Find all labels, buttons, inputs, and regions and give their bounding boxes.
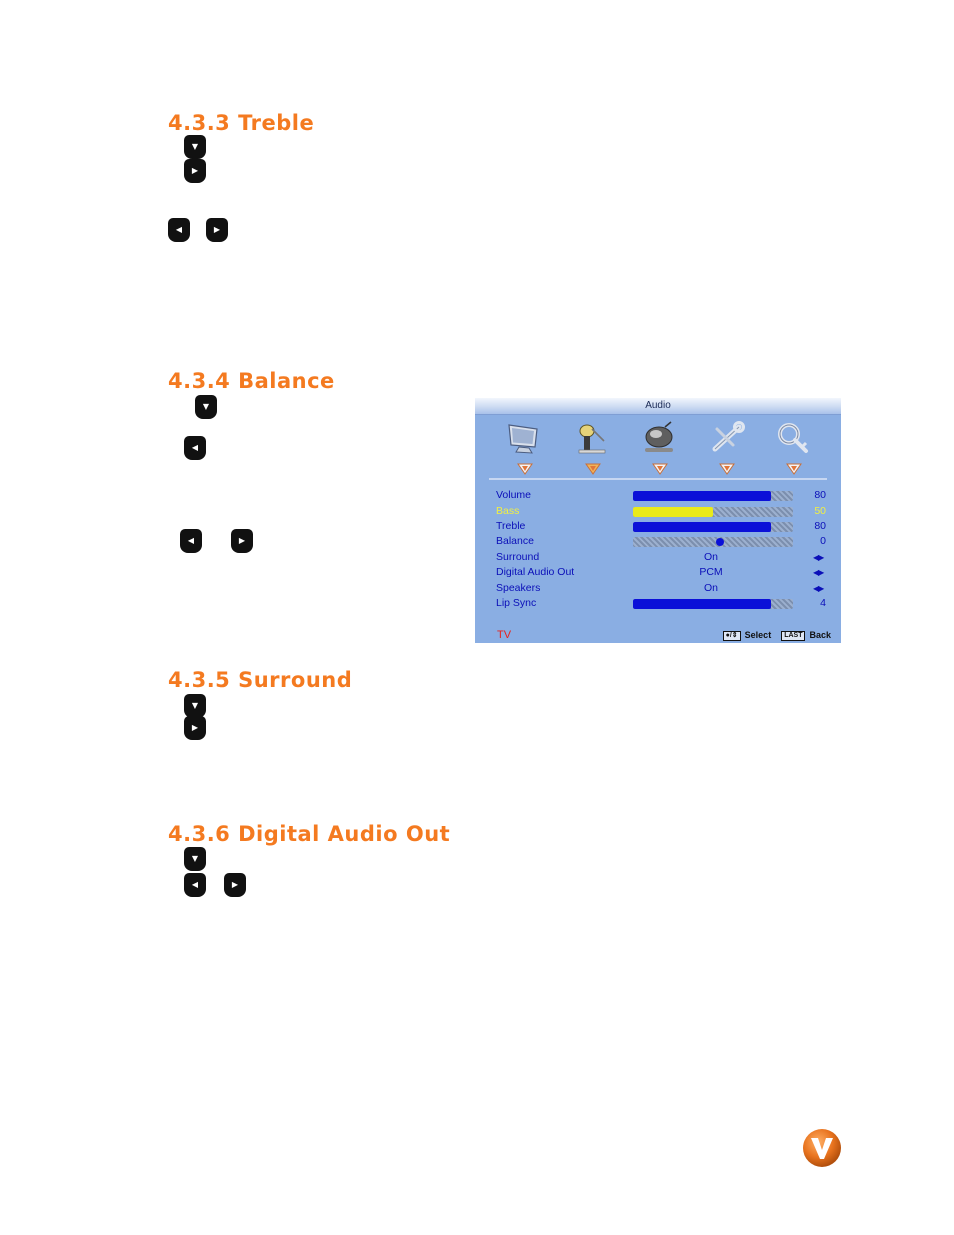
osd-row-label: Digital Audio Out [496,566,575,578]
down-key-icon [184,694,206,718]
parental-lock-icon [771,420,815,456]
tv-antenna-icon [637,420,681,456]
back-hint: Back [809,630,831,640]
menu-arrow-icon [516,462,534,476]
right-key-icon [224,873,246,897]
right-key-icon [184,716,206,740]
down-key-icon [195,395,217,419]
down-arrow-glyph: ▼ [191,854,199,863]
osd-row-value: 0 [820,535,826,547]
down-arrow-glyph: ▼ [191,701,199,710]
osd-row-digital-audio-out[interactable] [475,565,841,580]
osd-row-value: 80 [814,489,826,501]
down-key-icon [184,135,206,159]
osd-divider [489,478,827,480]
osd-row-speakers[interactable] [475,581,841,596]
bass-slider[interactable] [633,507,793,517]
down-arrow-glyph: ▼ [191,142,199,151]
osd-title: Audio [475,398,841,415]
ok-updown-key-icon: ●/⇕ [723,631,741,641]
osd-row-label: Surround [496,551,540,563]
input-source-label: TV [497,629,512,641]
osd-row-option-value: On [703,551,719,563]
left-right-arrows-icon: ◀▶ [813,584,824,593]
menu-arrow-icon [651,462,669,476]
left-right-arrows-icon: ◀▶ [813,553,824,562]
balance-slider[interactable] [633,537,793,547]
right-arrow-glyph: ▶ [191,723,199,732]
right-arrow-glyph: ▶ [213,225,221,234]
menu-arrow-icon [584,462,602,476]
osd-footer-hints [723,630,831,641]
left-key-icon [180,529,202,553]
osd-row-lip-sync[interactable] [475,596,841,611]
left-arrow-glyph: ◀ [175,225,183,234]
volume-slider[interactable] [633,491,793,501]
audio-icon [571,420,615,456]
right-key-icon [184,159,206,183]
volume-slider-fill [633,491,771,501]
down-key-icon [184,847,206,871]
right-key-icon [231,529,253,553]
right-arrow-glyph: ▶ [231,880,239,889]
left-key-icon [184,436,206,460]
balance-slider-knob [716,538,724,546]
osd-row-label: Treble [496,520,526,532]
treble-slider-fill [633,522,771,532]
osd-row-value: 80 [814,520,826,532]
menu-arrow-icon [785,462,803,476]
left-right-arrows-icon: ◀▶ [813,568,824,577]
menu-arrow-icon [718,462,736,476]
select-hint: Select [744,630,772,640]
lip-sync-slider[interactable] [633,599,793,609]
left-key-icon [168,218,190,242]
osd-row-option-value: On [703,582,719,594]
left-key-icon [184,873,206,897]
osd-row-value: 4 [820,597,826,609]
osd-row-label: Speakers [496,582,541,594]
osd-row-label: Balance [496,535,534,547]
picture-icon [503,420,547,456]
bass-slider-fill [633,507,713,517]
osd-row-surround[interactable] [475,550,841,565]
section-heading-surround: 4.3.5 Surround [168,668,353,692]
audio-menu-screenshot [475,398,841,643]
treble-slider[interactable] [633,522,793,532]
down-arrow-glyph: ▼ [202,402,210,411]
osd-row-volume[interactable] [475,488,841,503]
right-arrow-glyph: ▶ [238,536,246,545]
setup-wrench-icon [705,420,749,456]
osd-row-option-value: PCM [699,566,723,578]
left-arrow-glyph: ◀ [191,443,199,452]
section-heading-balance: 4.3.4 Balance [168,369,335,393]
osd-row-label: Lip Sync [496,597,537,609]
left-arrow-glyph: ◀ [191,880,199,889]
vizio-logo [802,1128,842,1168]
osd-row-treble[interactable] [475,519,841,534]
section-heading-digital-audio-out: 4.3.6 Digital Audio Out [168,822,451,846]
section-heading-treble: 4.3.3 Treble [168,111,315,135]
left-arrow-glyph: ◀ [187,536,195,545]
last-key-icon: LAST [781,631,805,641]
right-key-icon [206,218,228,242]
osd-row-label: Bass [496,505,520,517]
osd-row-value: 50 [814,505,826,517]
osd-row-balance[interactable] [475,534,841,549]
right-arrow-glyph: ▶ [191,166,199,175]
osd-row-label: Volume [496,489,532,501]
osd-row-bass[interactable] [475,504,841,519]
lip-sync-slider-fill [633,599,771,609]
